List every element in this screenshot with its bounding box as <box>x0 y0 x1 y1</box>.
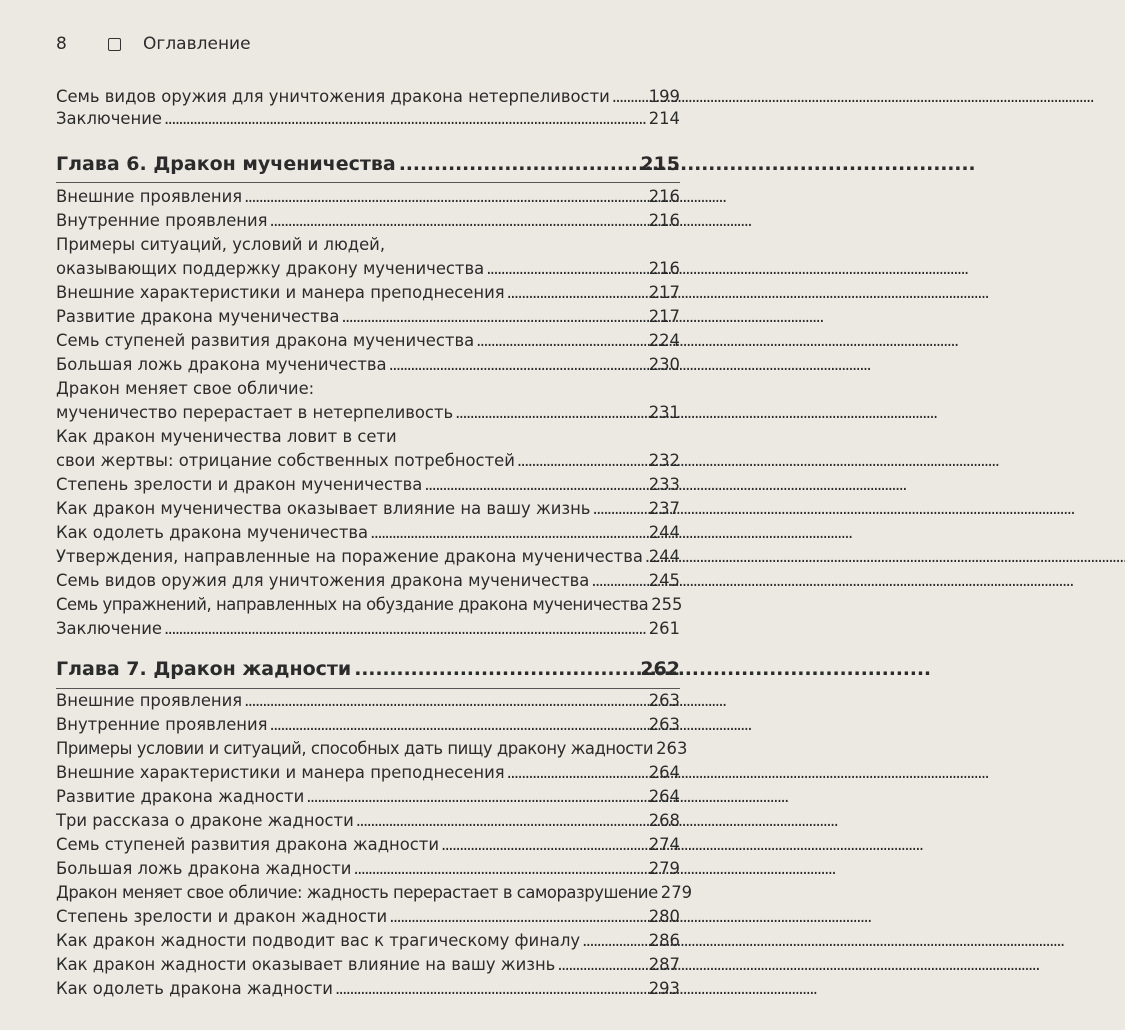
toc-entry-title: Заключение <box>56 109 162 128</box>
leader-dots <box>517 450 648 472</box>
toc-entry-page: 263 <box>656 739 688 758</box>
toc-entry-title: Семь ступеней развития дракона мученичества <box>56 331 475 350</box>
toc-entry-page: 279 <box>660 883 693 902</box>
leader-dots <box>582 930 648 952</box>
toc-entry[interactable] <box>56 762 680 784</box>
toc-entry-page: 244 <box>648 547 680 566</box>
toc-entry-page: 268 <box>648 811 680 830</box>
toc-entry-page: 233 <box>648 475 680 494</box>
toc-entry-title: Внутренние проявления <box>56 211 268 230</box>
toc-entry-title: Как дракон мученичества оказывает влияние на вашу жизнь <box>56 499 591 518</box>
toc-entry-title: Степень зрелости и дракон жадности <box>56 907 388 926</box>
toc-entry-title: Внешние характеристики и манера преподнесения <box>56 763 505 782</box>
toc-entry-first-line: Примеры ситуаций, условий и людей, <box>56 235 386 254</box>
toc-entry-page: 199 <box>648 87 680 106</box>
toc-entry-title: Как одолеть дракона мученичества <box>56 523 369 542</box>
leader-dots <box>370 522 648 544</box>
leader-dots <box>507 762 648 784</box>
toc-entry[interactable] <box>56 86 680 108</box>
toc-entry-title: Три рассказа о драконе жадности <box>56 811 354 830</box>
toc-entry-page: 274 <box>648 835 680 854</box>
toc-entry[interactable] <box>56 546 680 568</box>
page-header <box>56 30 251 58</box>
square-icon <box>108 38 121 51</box>
toc-entry[interactable] <box>56 186 680 208</box>
toc-entry[interactable] <box>56 882 693 904</box>
toc-entry[interactable] <box>56 834 680 856</box>
toc-entry-title: Внутренние проявления <box>56 715 268 734</box>
toc-entry-page: 244 <box>648 523 680 542</box>
leader-dots <box>399 150 638 178</box>
toc-entry-page: 264 <box>648 787 680 806</box>
toc-entry-title: Семь видов оружия для уничтожения дракона мученичества <box>56 571 590 590</box>
toc-entry[interactable] <box>56 522 680 544</box>
leader-dots <box>353 858 647 880</box>
leader-dots <box>164 618 648 640</box>
leader-dots <box>164 108 648 130</box>
toc-entry[interactable] <box>56 858 680 880</box>
toc-entry-first-line: Дракон меняет свое обличие: <box>56 379 315 398</box>
chapter-divider <box>56 182 680 183</box>
toc-entry[interactable] <box>56 594 683 616</box>
leader-dots <box>341 306 647 328</box>
toc-entry-title: Внешние характеристики и манера преподнесения <box>56 283 505 302</box>
leader-dots <box>645 546 648 568</box>
toc-entry[interactable] <box>56 930 680 952</box>
toc-entry-title: Развитие дракона мученичества <box>56 307 340 326</box>
toc-entry-page: 280 <box>648 907 680 926</box>
toc-entry-page: 263 <box>648 691 680 710</box>
toc-entry-page: 293 <box>648 979 680 998</box>
toc-entry-page: 217 <box>648 283 680 302</box>
leader-dots <box>612 86 648 108</box>
leader-dots <box>389 906 648 928</box>
toc-entry[interactable] <box>56 108 680 130</box>
toc-entry-title: Заключение <box>56 619 162 638</box>
toc-entry-title: оказывающих поддержку дракону мученичества <box>56 259 485 278</box>
toc-entry-page: 216 <box>648 187 680 206</box>
toc-entry-page: 286 <box>648 931 680 950</box>
toc-entry-title: Примеры условии и ситуаций, способных дать пищу дракону жадности <box>56 739 654 758</box>
toc-entry-title: Как дракон жадности оказывает влияние на вашу жизнь <box>56 955 556 974</box>
toc-entry-title: Большая ложь дракона мученичества <box>56 355 387 374</box>
toc-entry-title: Дракон меняет свое обличие: жадность перерастает в саморазрушение <box>56 883 658 902</box>
chapter-heading-7[interactable] <box>56 655 680 683</box>
toc-entry-title: Большая ложь дракона жадности <box>56 859 352 878</box>
chapter-heading-6[interactable] <box>56 150 680 178</box>
leader-dots <box>424 474 647 496</box>
toc-entry-page: 224 <box>648 331 680 350</box>
toc-entry-page: 245 <box>648 571 680 590</box>
leader-dots <box>356 810 648 832</box>
toc-entry-page: 214 <box>648 109 680 128</box>
leader-dots <box>476 330 648 352</box>
leader-dots <box>441 834 648 856</box>
leader-dots <box>354 655 637 683</box>
toc-entry[interactable] <box>56 618 680 640</box>
toc-entry-title: Как дракон жадности подводит вас к трагическому финалу <box>56 931 581 950</box>
toc-entry-first-line: Как дракон мученичества ловит в сети <box>56 427 397 446</box>
toc-entry-page: 231 <box>648 403 680 422</box>
toc-entry[interactable] <box>56 306 680 328</box>
toc-entry-title: Как одолеть дракона жадности <box>56 979 333 998</box>
toc-entry-page: 263 <box>648 715 680 734</box>
leader-dots <box>270 714 648 736</box>
toc-entry-title: Развитие дракона жадности <box>56 787 305 806</box>
leader-dots <box>335 978 648 1000</box>
toc-entry-page: 261 <box>648 619 680 638</box>
leader-dots <box>244 186 648 208</box>
toc-entry-title: свои жертвы: отрицание собственных потребностей <box>56 451 515 470</box>
chapter-page: 262 <box>640 658 680 680</box>
chapter-page: 215 <box>640 153 680 175</box>
toc-entry-page: 237 <box>648 499 680 518</box>
toc-entry-page: 264 <box>648 763 680 782</box>
toc-entry[interactable] <box>56 570 680 592</box>
toc-entry-title: Семь ступеней развития дракона жадности <box>56 835 440 854</box>
leader-dots <box>455 402 648 424</box>
toc-entry[interactable] <box>56 282 680 304</box>
toc-entry[interactable] <box>56 450 680 472</box>
leader-dots <box>244 690 648 712</box>
toc-entry-page: 232 <box>648 451 680 470</box>
toc-entry-title: Степень зрелости и дракон мученичества <box>56 475 423 494</box>
toc-entry-page: 217 <box>648 307 680 326</box>
toc-entry-page: 216 <box>648 211 680 230</box>
toc-entry[interactable] <box>56 810 680 832</box>
toc-entry-title: Утверждения, направленные на поражение дракона мученичества <box>56 547 643 566</box>
toc-entry-page: 255 <box>651 595 683 614</box>
toc-entry[interactable] <box>56 354 680 376</box>
toc-entry[interactable] <box>56 738 688 760</box>
toc-entry[interactable] <box>56 474 680 496</box>
page-number: 8 <box>56 34 67 54</box>
toc-entry[interactable] <box>56 906 680 928</box>
toc-entry[interactable] <box>56 210 680 232</box>
chapter-title: Глава 6. Дракон мученичества <box>56 153 396 175</box>
toc-entry-page: 279 <box>648 859 680 878</box>
toc-entry[interactable] <box>56 258 680 280</box>
toc-entry-title: Семь упражнений, направленных на обуздание дракона мученичества <box>56 595 649 614</box>
toc-entry-page: 216 <box>648 259 680 278</box>
leader-dots <box>507 282 648 304</box>
leader-dots <box>270 210 648 232</box>
toc-entry-title: мученичество перерастает в нетерпеливость <box>56 403 454 422</box>
toc-entry[interactable] <box>56 330 680 352</box>
toc-entry-title: Внешние проявления <box>56 691 243 710</box>
leader-dots <box>557 954 647 976</box>
toc-entry-title: Внешние проявления <box>56 187 243 206</box>
leader-dots <box>486 258 648 280</box>
toc-entry[interactable] <box>56 402 680 424</box>
leader-dots <box>306 786 647 808</box>
leader-dots <box>389 354 648 376</box>
toc-entry[interactable] <box>56 498 680 520</box>
leader-dots <box>592 498 647 520</box>
toc-entry-title: Семь видов оружия для уничтожения дракона нетерпеливости <box>56 87 610 106</box>
toc-entry[interactable] <box>56 978 680 1000</box>
chapter-divider <box>56 688 680 689</box>
toc-entry[interactable] <box>56 690 680 712</box>
chapter-title: Глава 7. Дракон жадности <box>56 658 352 680</box>
toc-entry-page: 287 <box>648 955 680 974</box>
leader-dots <box>591 570 647 592</box>
running-title: Оглавление <box>143 34 251 54</box>
toc-entry[interactable] <box>56 714 680 736</box>
toc-entry[interactable] <box>56 954 680 976</box>
toc-entry-page: 230 <box>648 355 680 374</box>
toc-entry[interactable] <box>56 786 680 808</box>
